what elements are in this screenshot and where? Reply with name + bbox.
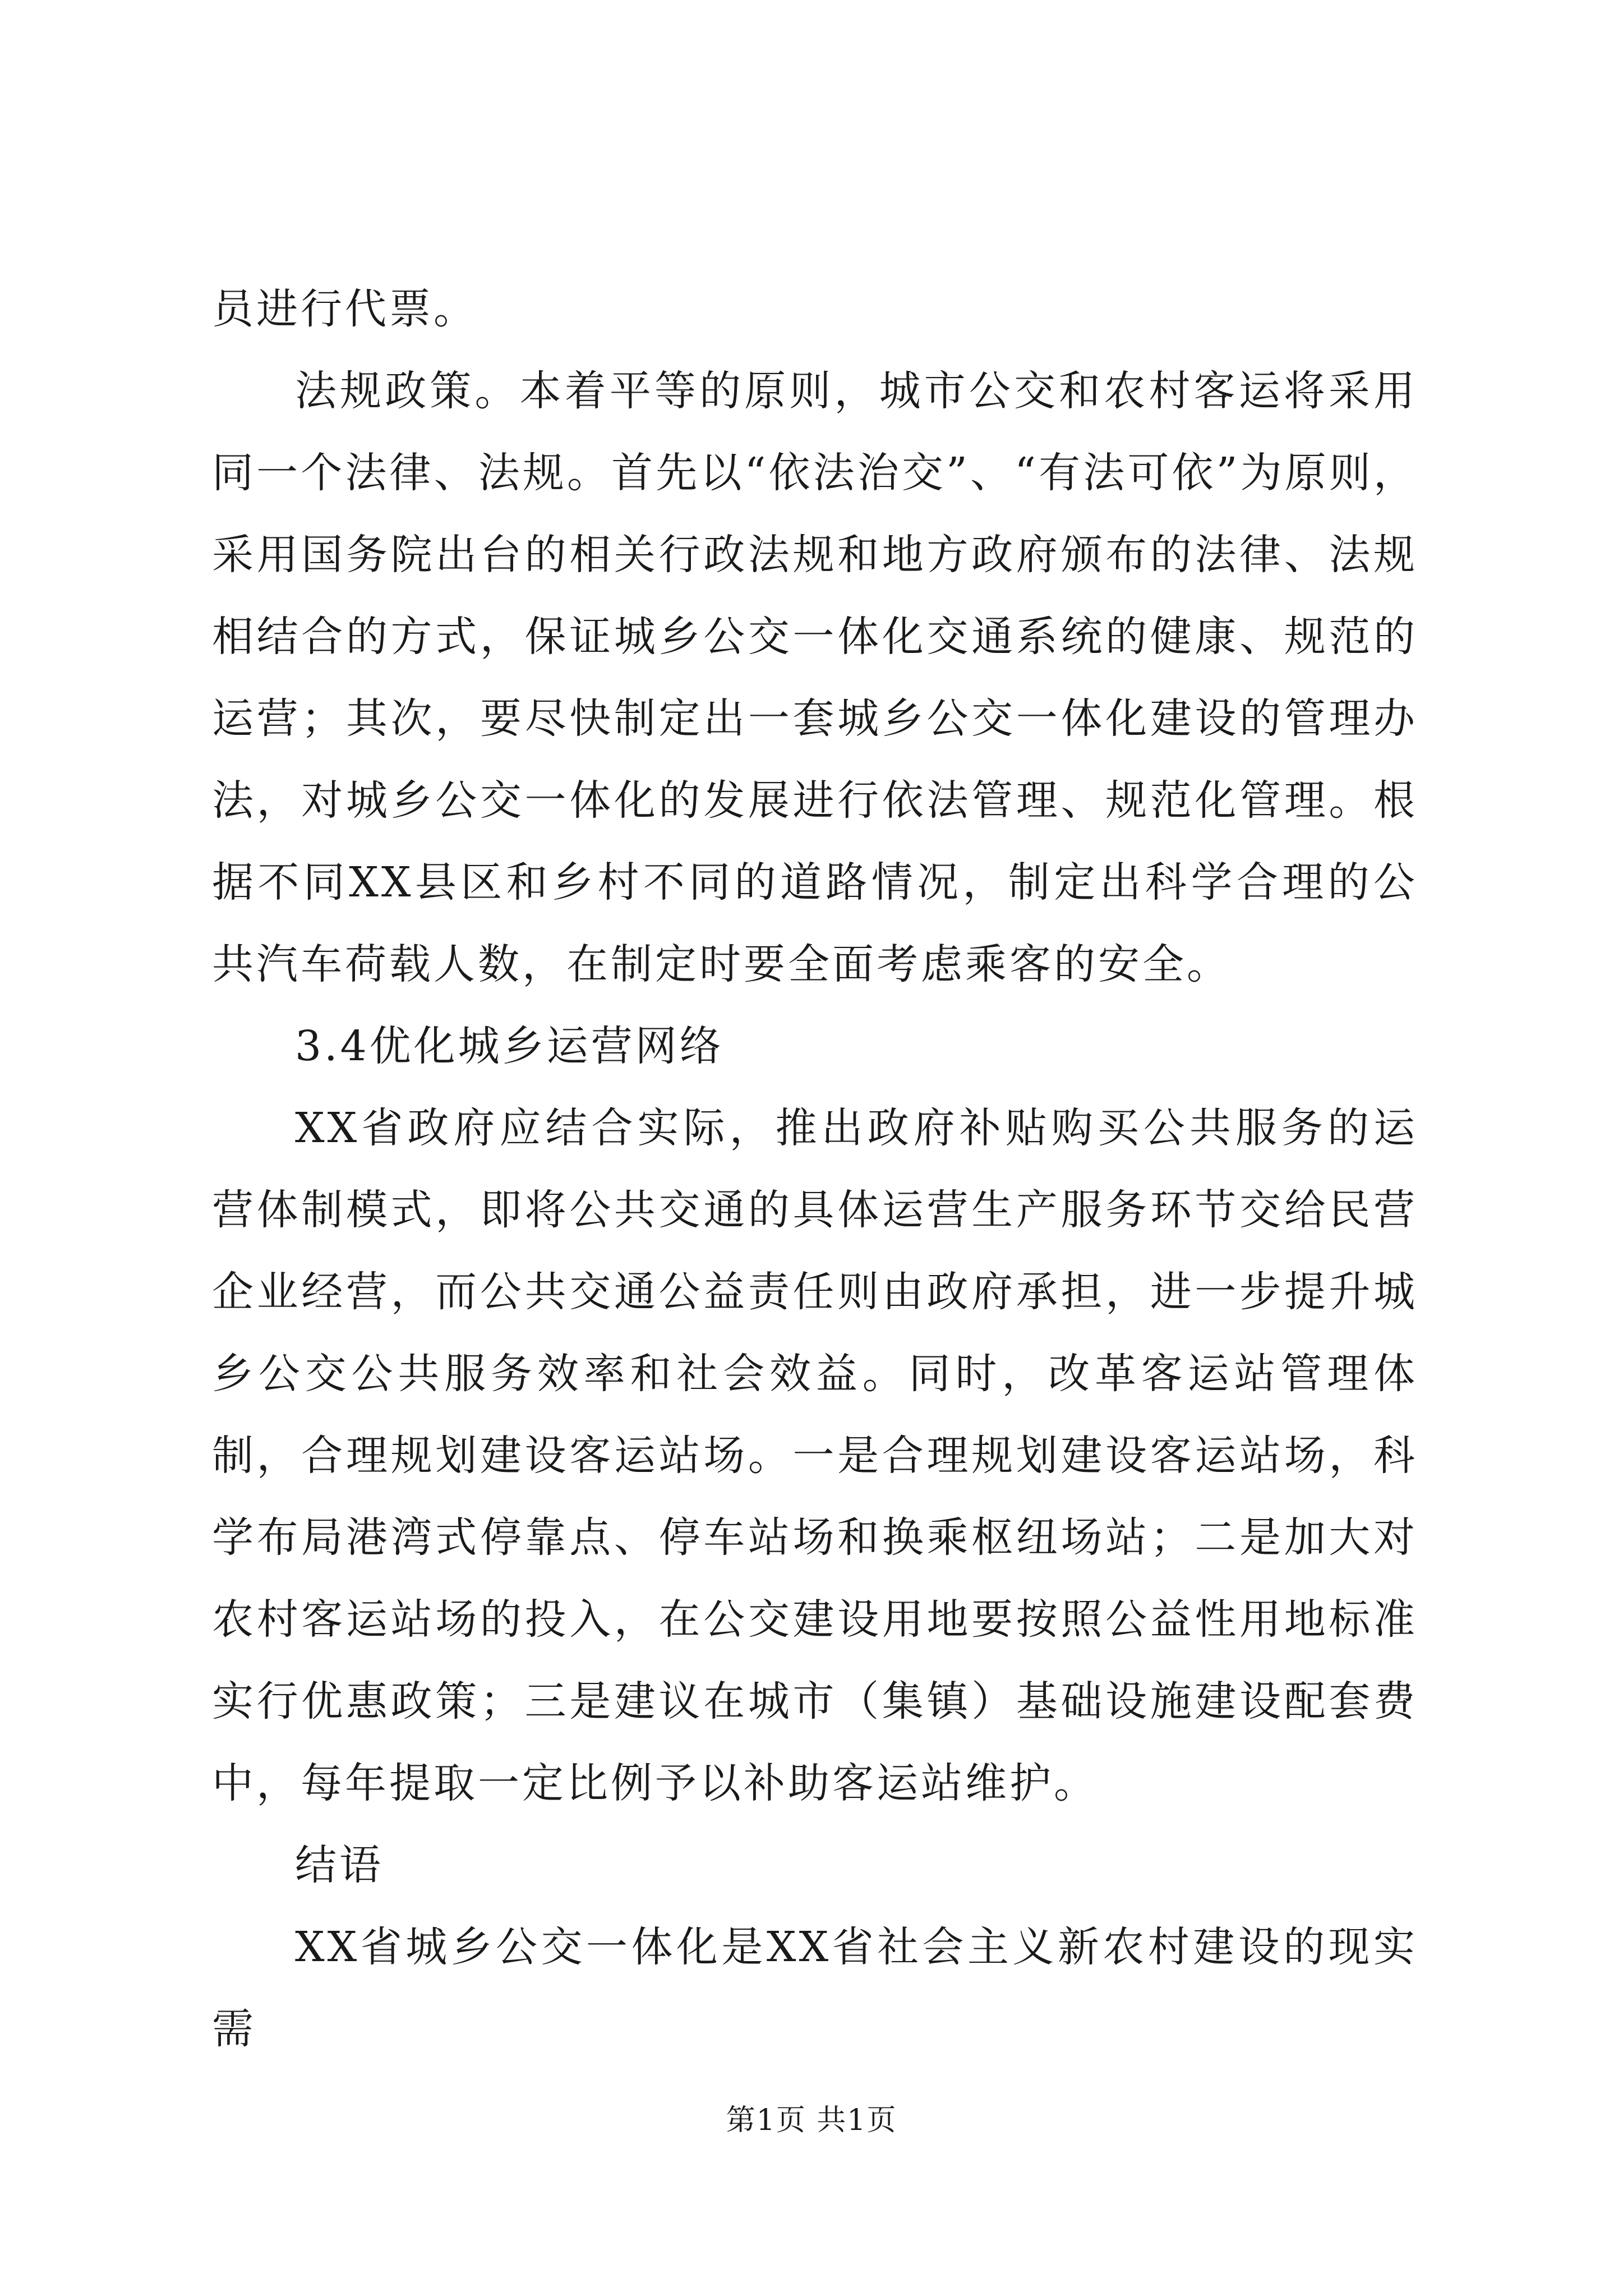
page-footer: 第1页 共1页 [726, 2104, 897, 2137]
paragraph-operation-network: XX省政府应结合实际，推出政府补贴购买公共服务的运营体制模式，即将公共交通的具体运营生产服务环节交给民营企业经营，而公共交通公益责任则由政府承担，进一步提升城乡公交公共服务效率和社会效益。同时，改革客运站管理体制，合理规划建设客运站场。一是合理规划建设客运站场，科学布局港湾式停靠点、停车站场和换乘枢纽场站；二是加大对农村客运站场的投入，在公交建设用地要按照公益性用地标准实行优惠政策；三是建议在城市（集镇）基础设施建设配套费中，每年提取一定比例予以补助客运站维护。 [212, 1104, 1418, 1807]
section-heading-3-4: 3.4优化城乡运营网络 [295, 1022, 724, 1070]
section-heading-conclusion: 结语 [295, 1841, 384, 1889]
document-body [212, 268, 1418, 2070]
paragraph-conclusion: XX省城乡公交一体化是XX省社会主义新农村建设的现实需 [212, 1923, 1418, 2053]
paragraph-regulations-policy: 法规政策。本着平等的原则，城市公交和农村客运将采用同一个法律、法规。首先以“依法治交”、“有法可依”为原则，采用国务院出台的相关行政法规和地方政府颁布的法律、法规相结合的方式，保证城乡公交一体化交通系统的健康、规范的运营；其次，要尽快制定出一套城乡公交一体化建设的管理办法，对城乡公交一体化的发展进行依法管理、规范化管理。根据不同XX县区和乡村不同的道路情况，制定出科学合理的公共汽车荷载人数，在制定时要全面考虑乘客的安全。 [212, 367, 1418, 988]
paragraph-continuation: 员进行代票。 [212, 285, 478, 333]
